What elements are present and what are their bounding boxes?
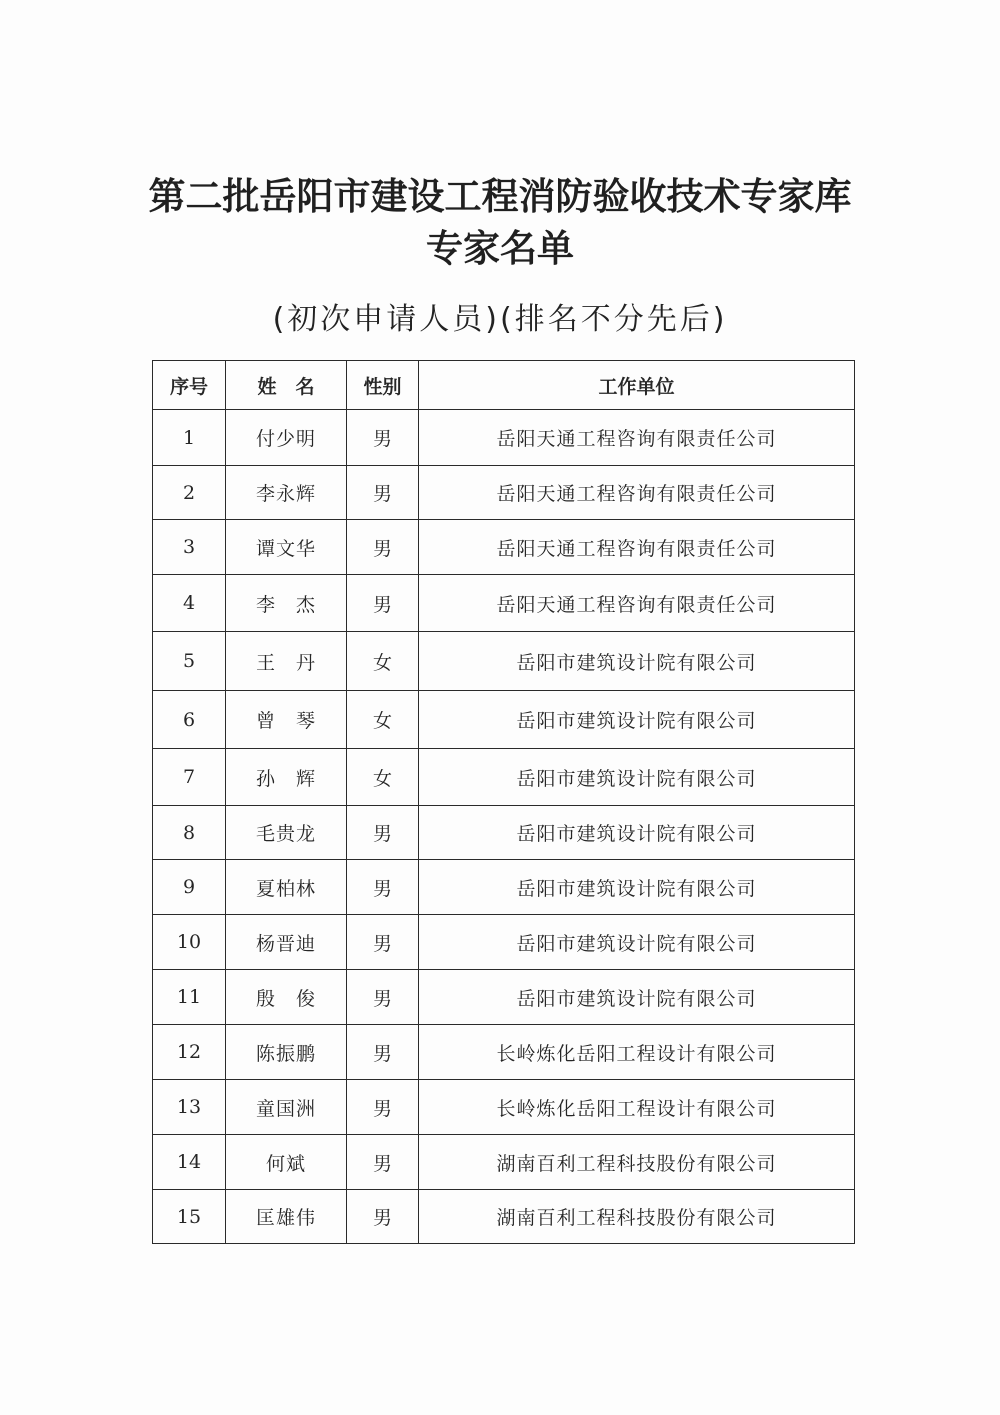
cell-sex: 男 bbox=[347, 860, 419, 915]
cell-sex: 男 bbox=[347, 806, 419, 860]
header-org: 工作单位 bbox=[419, 361, 855, 410]
cell-no: 9 bbox=[153, 860, 226, 915]
cell-no: 4 bbox=[153, 575, 226, 632]
cell-name: 殷 俊 bbox=[226, 970, 347, 1025]
table-row bbox=[153, 691, 855, 749]
cell-no: 13 bbox=[153, 1080, 226, 1135]
cell-sex: 男 bbox=[347, 915, 419, 970]
cell-no: 15 bbox=[153, 1190, 226, 1244]
cell-org: 岳阳天通工程咨询有限责任公司 bbox=[419, 466, 855, 520]
cell-org: 岳阳天通工程咨询有限责任公司 bbox=[419, 575, 855, 632]
cell-sex: 男 bbox=[347, 575, 419, 632]
cell-sex: 男 bbox=[347, 520, 419, 575]
cell-name: 付少明 bbox=[226, 410, 347, 466]
cell-sex: 男 bbox=[347, 1080, 419, 1135]
cell-sex: 女 bbox=[347, 632, 419, 691]
table-row bbox=[153, 970, 855, 1025]
cell-no: 1 bbox=[153, 410, 226, 466]
cell-no: 7 bbox=[153, 749, 226, 806]
cell-name: 陈振鹏 bbox=[226, 1025, 347, 1080]
cell-no: 8 bbox=[153, 806, 226, 860]
expert-roster-table bbox=[152, 360, 855, 1244]
table-row bbox=[153, 632, 855, 691]
cell-sex: 男 bbox=[347, 970, 419, 1025]
cell-name: 孙 辉 bbox=[226, 749, 347, 806]
table-row bbox=[153, 410, 855, 466]
cell-org: 岳阳市建筑设计院有限公司 bbox=[419, 860, 855, 915]
table-row bbox=[153, 915, 855, 970]
header-no: 序号 bbox=[153, 361, 226, 410]
cell-sex: 男 bbox=[347, 410, 419, 466]
document-title-line1: 第二批岳阳市建设工程消防验收技术专家库 bbox=[148, 174, 852, 218]
table-row bbox=[153, 1135, 855, 1190]
cell-sex: 男 bbox=[347, 1025, 419, 1080]
cell-org: 长岭炼化岳阳工程设计有限公司 bbox=[419, 1080, 855, 1135]
table-row bbox=[153, 806, 855, 860]
cell-name: 夏柏林 bbox=[226, 860, 347, 915]
cell-name: 谭文华 bbox=[226, 520, 347, 575]
cell-org: 岳阳天通工程咨询有限责任公司 bbox=[419, 520, 855, 575]
document-title-line2: 专家名单 bbox=[426, 226, 574, 270]
header-sex: 性别 bbox=[347, 361, 419, 410]
cell-org: 岳阳市建筑设计院有限公司 bbox=[419, 749, 855, 806]
cell-name: 匡雄伟 bbox=[226, 1190, 347, 1244]
cell-no: 5 bbox=[153, 632, 226, 691]
cell-org: 长岭炼化岳阳工程设计有限公司 bbox=[419, 1025, 855, 1080]
cell-org: 湖南百利工程科技股份有限公司 bbox=[419, 1190, 855, 1244]
table-row bbox=[153, 1025, 855, 1080]
cell-no: 6 bbox=[153, 691, 226, 749]
cell-no: 10 bbox=[153, 915, 226, 970]
table-row bbox=[153, 1190, 855, 1244]
table-row bbox=[153, 575, 855, 632]
table-row bbox=[153, 466, 855, 520]
cell-name: 何斌 bbox=[226, 1135, 347, 1190]
cell-name: 曾 琴 bbox=[226, 691, 347, 749]
cell-sex: 男 bbox=[347, 466, 419, 520]
cell-no: 12 bbox=[153, 1025, 226, 1080]
cell-name: 王 丹 bbox=[226, 632, 347, 691]
cell-no: 14 bbox=[153, 1135, 226, 1190]
table-header-row bbox=[153, 361, 855, 410]
cell-sex: 男 bbox=[347, 1135, 419, 1190]
cell-sex: 男 bbox=[347, 1190, 419, 1244]
cell-sex: 女 bbox=[347, 691, 419, 749]
table-row bbox=[153, 860, 855, 915]
cell-name: 李永辉 bbox=[226, 466, 347, 520]
cell-org: 岳阳天通工程咨询有限责任公司 bbox=[419, 410, 855, 466]
cell-name: 毛贵龙 bbox=[226, 806, 347, 860]
cell-org: 岳阳市建筑设计院有限公司 bbox=[419, 970, 855, 1025]
cell-name: 童国洲 bbox=[226, 1080, 347, 1135]
table-row bbox=[153, 520, 855, 575]
header-name: 姓 名 bbox=[226, 361, 347, 410]
cell-org: 岳阳市建筑设计院有限公司 bbox=[419, 691, 855, 749]
cell-org: 岳阳市建筑设计院有限公司 bbox=[419, 806, 855, 860]
cell-sex: 女 bbox=[347, 749, 419, 806]
table-row bbox=[153, 1080, 855, 1135]
cell-org: 湖南百利工程科技股份有限公司 bbox=[419, 1135, 855, 1190]
table-row bbox=[153, 749, 855, 806]
cell-no: 11 bbox=[153, 970, 226, 1025]
cell-no: 2 bbox=[153, 466, 226, 520]
table-body bbox=[153, 410, 855, 1244]
cell-org: 岳阳市建筑设计院有限公司 bbox=[419, 915, 855, 970]
document-subtitle: (初次申请人员)(排名不分先后) bbox=[272, 302, 728, 337]
cell-name: 杨晋迪 bbox=[226, 915, 347, 970]
cell-name: 李 杰 bbox=[226, 575, 347, 632]
cell-no: 3 bbox=[153, 520, 226, 575]
cell-org: 岳阳市建筑设计院有限公司 bbox=[419, 632, 855, 691]
